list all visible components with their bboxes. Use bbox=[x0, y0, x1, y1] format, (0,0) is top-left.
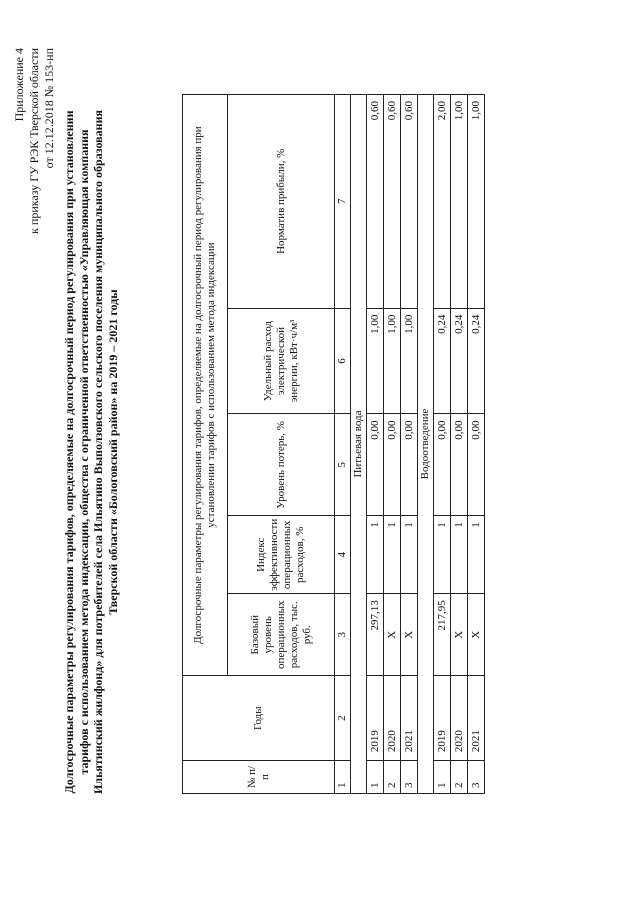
section-row bbox=[351, 95, 367, 794]
header-energy: Удельный расход электрической энергии, кВт·ч/м³ bbox=[228, 308, 335, 414]
table-cell: 1 bbox=[384, 516, 401, 594]
column-index-cell: 2 bbox=[335, 676, 351, 761]
header-group: Долгосрочные параметры регулирования тарифов, определяемые на долгосрочный период регулирования при установлении тарифов с использованием метода индексации bbox=[183, 95, 228, 676]
table-cell: 2021 bbox=[468, 676, 485, 761]
appendix-line-2: к приказу ГУ РЭК Тверской области bbox=[27, 48, 41, 234]
table-cell: 2019 bbox=[434, 676, 451, 761]
header-row-1 bbox=[183, 95, 228, 794]
table-cell: 1,00 bbox=[367, 308, 384, 414]
table-cell: 1,00 bbox=[451, 95, 468, 309]
section-title: Питьевая вода bbox=[351, 95, 367, 794]
table-cell: 0,24 bbox=[434, 308, 451, 414]
table-cell: 1,00 bbox=[468, 95, 485, 309]
title-line-3: Ильятинский жилфонд» для потребителей села Ильятино Выползовского сельского поселения муниципального образования bbox=[91, 110, 105, 794]
table-cell: 0,00 bbox=[451, 414, 468, 516]
table-cell: 0,00 bbox=[468, 414, 485, 516]
column-index-cell: 5 bbox=[335, 414, 351, 516]
table-row bbox=[367, 95, 384, 794]
title-line-4: Тверской области «Бологовский район» на 2019 – 2021 годы bbox=[105, 289, 120, 615]
column-index-cell: 4 bbox=[335, 516, 351, 594]
table-cell: 0,00 bbox=[384, 414, 401, 516]
table-cell: Х bbox=[401, 594, 418, 676]
column-index-row bbox=[335, 95, 351, 794]
header-years: Годы bbox=[183, 676, 335, 761]
header-losses: Уровень потерь, % bbox=[228, 414, 335, 516]
header-num: № п/п bbox=[183, 761, 335, 794]
table-cell: 1 bbox=[468, 516, 485, 594]
table-cell: 1 bbox=[434, 516, 451, 594]
appendix-line-1: Приложение 4 bbox=[12, 48, 26, 122]
table-cell: 1 bbox=[451, 516, 468, 594]
table-cell: Х bbox=[468, 594, 485, 676]
header-efficiency: Индекс эффективности операционных расходов, % bbox=[228, 516, 335, 594]
table-cell: 1 bbox=[434, 761, 451, 794]
table-cell: 0,60 bbox=[367, 95, 384, 309]
table-cell: 0,60 bbox=[401, 95, 418, 309]
table-cell: 2020 bbox=[384, 676, 401, 761]
column-index-cell: 6 bbox=[335, 308, 351, 414]
table-cell: 2019 bbox=[367, 676, 384, 761]
table-cell: Х bbox=[384, 594, 401, 676]
table-cell: 2021 bbox=[401, 676, 418, 761]
title-line-2: тарифов с использованием метода индексации, общества с ограниченной ответственностью «Управляющая компания bbox=[76, 129, 91, 775]
column-index-cell: 7 bbox=[335, 95, 351, 309]
table-row bbox=[384, 95, 401, 794]
table-cell: 2,00 bbox=[434, 95, 451, 309]
table-cell: 297,13 bbox=[367, 594, 384, 676]
table-cell: 1 bbox=[367, 516, 384, 594]
appendix-note bbox=[12, 48, 57, 234]
table-cell: 1,00 bbox=[384, 308, 401, 414]
table-cell: 217,95 bbox=[434, 594, 451, 676]
document-title bbox=[62, 100, 120, 804]
column-index-cell: 3 bbox=[335, 594, 351, 676]
table-cell: 0,24 bbox=[468, 308, 485, 414]
table-cell: 3 bbox=[468, 761, 485, 794]
title-line-1: Долгосрочные параметры регулирования тарифов, определяемые на долгосрочный период регулирования при установлении bbox=[62, 110, 76, 794]
parameters-table bbox=[182, 94, 485, 794]
header-profit: Норматив прибыли, % bbox=[228, 95, 335, 309]
table-row bbox=[451, 95, 468, 794]
table-cell: 0,00 bbox=[367, 414, 384, 516]
section-row bbox=[418, 95, 434, 794]
table-cell: 0,00 bbox=[434, 414, 451, 516]
column-index-cell: 1 bbox=[335, 761, 351, 794]
table-cell: 2020 bbox=[451, 676, 468, 761]
table-row bbox=[468, 95, 485, 794]
table-cell: 0,60 bbox=[384, 95, 401, 309]
table-cell: 1,00 bbox=[401, 308, 418, 414]
table-cell: 1 bbox=[367, 761, 384, 794]
table-cell: Х bbox=[451, 594, 468, 676]
table-row bbox=[401, 95, 418, 794]
table-cell: 2 bbox=[384, 761, 401, 794]
section-title: Водоотведение bbox=[418, 95, 434, 794]
table-cell: 0,00 bbox=[401, 414, 418, 516]
table-cell: 0,24 bbox=[451, 308, 468, 414]
table-cell: 2 bbox=[451, 761, 468, 794]
table-cell: 1 bbox=[401, 516, 418, 594]
table-cell: 3 bbox=[401, 761, 418, 794]
table-row bbox=[434, 95, 451, 794]
header-base-level: Базовый уровень операционных расходов, тыс. руб. bbox=[228, 594, 335, 676]
appendix-line-3: от 12.12.2018 № 153-нп bbox=[42, 48, 56, 169]
